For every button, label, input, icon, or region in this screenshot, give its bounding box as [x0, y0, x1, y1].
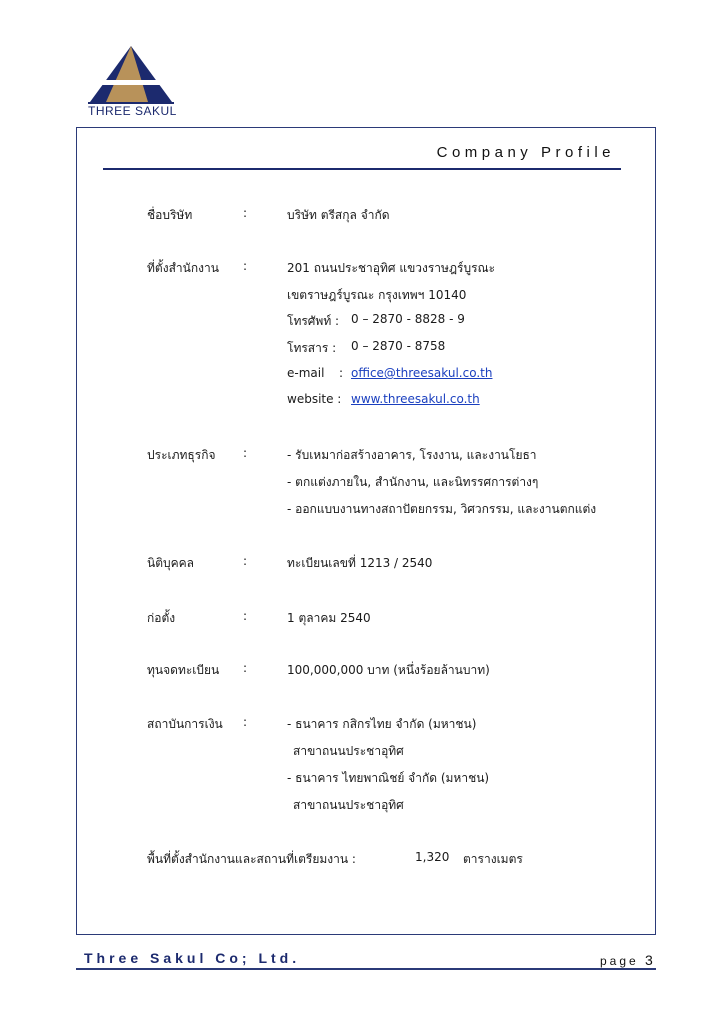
phone-value: 0 – 2870 - 8828 - 9 — [351, 312, 465, 326]
finance-label: สถาบันการเงิน — [147, 717, 223, 731]
capital-value: 100,000,000 บาท (หนึ่งร้อยล้านบาท) — [287, 663, 490, 677]
website-link[interactable]: www.threesakul.co.th — [351, 392, 480, 406]
juristic-value: ทะเบียนเลขที่ 1213 / 2540 — [287, 556, 433, 570]
logo-text: THREE SAKUL — [88, 104, 177, 118]
email-label: e-mail — [287, 366, 325, 380]
footer-company: Three Sakul Co; Ltd. — [84, 950, 301, 966]
business-item-2: - ตกแต่งภายใน, สำนักงาน, และนิทรรศการต่างๆ — [287, 475, 539, 489]
profile-frame — [76, 127, 656, 935]
footer-divider — [76, 968, 656, 970]
area-unit: ตารางเมตร — [463, 852, 523, 866]
founded-colon: : — [243, 609, 248, 623]
area-value: 1,320 — [415, 850, 450, 864]
office-colon: : — [243, 259, 248, 273]
founded-value: 1 ตุลาคม 2540 — [287, 611, 371, 625]
page-title: Company Profile — [436, 144, 615, 161]
business-item-3: - ออกแบบงานทางสถาปัตยกรรม, วิศวกรรม, และงานตกแต่ง — [287, 502, 597, 516]
business-colon: : — [243, 446, 248, 460]
capital-colon: : — [243, 661, 248, 675]
fax-value: 0 – 2870 - 8758 — [351, 339, 446, 353]
business-item-1: - รับเหมาก่อสร้างอาคาร, โรงงาน, และงานโยธา — [287, 448, 537, 462]
office-address-line2: เขตราษฎร์บูรณะ กรุงเทพฯ 10140 — [287, 288, 467, 302]
capital-label: ทุนจดทะเบียน — [147, 663, 220, 677]
page-label: page — [600, 954, 639, 968]
office-address-line1: 201 ถนนประชาอุทิศ แขวงราษฎร์บูรณะ — [287, 261, 496, 275]
bank-2-branch: สาขาถนนประชาอุทิศ — [293, 798, 404, 812]
bank-1: - ธนาคาร กสิกรไทย จำกัด (มหาชน) — [287, 717, 477, 731]
logo-band-icon — [86, 80, 176, 85]
name-colon: : — [243, 206, 248, 220]
name-value: บริษัท ตรีสกุล จำกัด — [287, 208, 390, 222]
juristic-label: นิติบุคคล — [147, 556, 195, 570]
fax-label: โทรสาร : — [287, 341, 337, 355]
footer-page — [600, 952, 653, 968]
title-divider — [103, 168, 621, 170]
phone-label: โทรศัพท์ : — [287, 314, 340, 328]
finance-colon: : — [243, 715, 248, 729]
website-label: website : — [287, 392, 342, 406]
area-label: พื้นที่ตั้งสำนักงานและสถานที่เตรียมงาน : — [147, 852, 356, 866]
bank-2: - ธนาคาร ไทยพาณิชย์ จำกัด (มหาชน) — [287, 771, 490, 785]
email-colon: : — [339, 366, 344, 380]
name-label: ชื่อบริษัท — [147, 208, 193, 222]
email-link[interactable]: office@threesakul.co.th — [351, 366, 493, 380]
office-label: ที่ตั้งสำนักงาน — [147, 261, 219, 275]
business-label: ประเภทธุรกิจ — [147, 448, 216, 462]
bank-1-branch: สาขาถนนประชาอุทิศ — [293, 744, 404, 758]
juristic-colon: : — [243, 554, 248, 568]
page-number: 3 — [645, 952, 653, 968]
founded-label: ก่อตั้ง — [147, 611, 176, 625]
